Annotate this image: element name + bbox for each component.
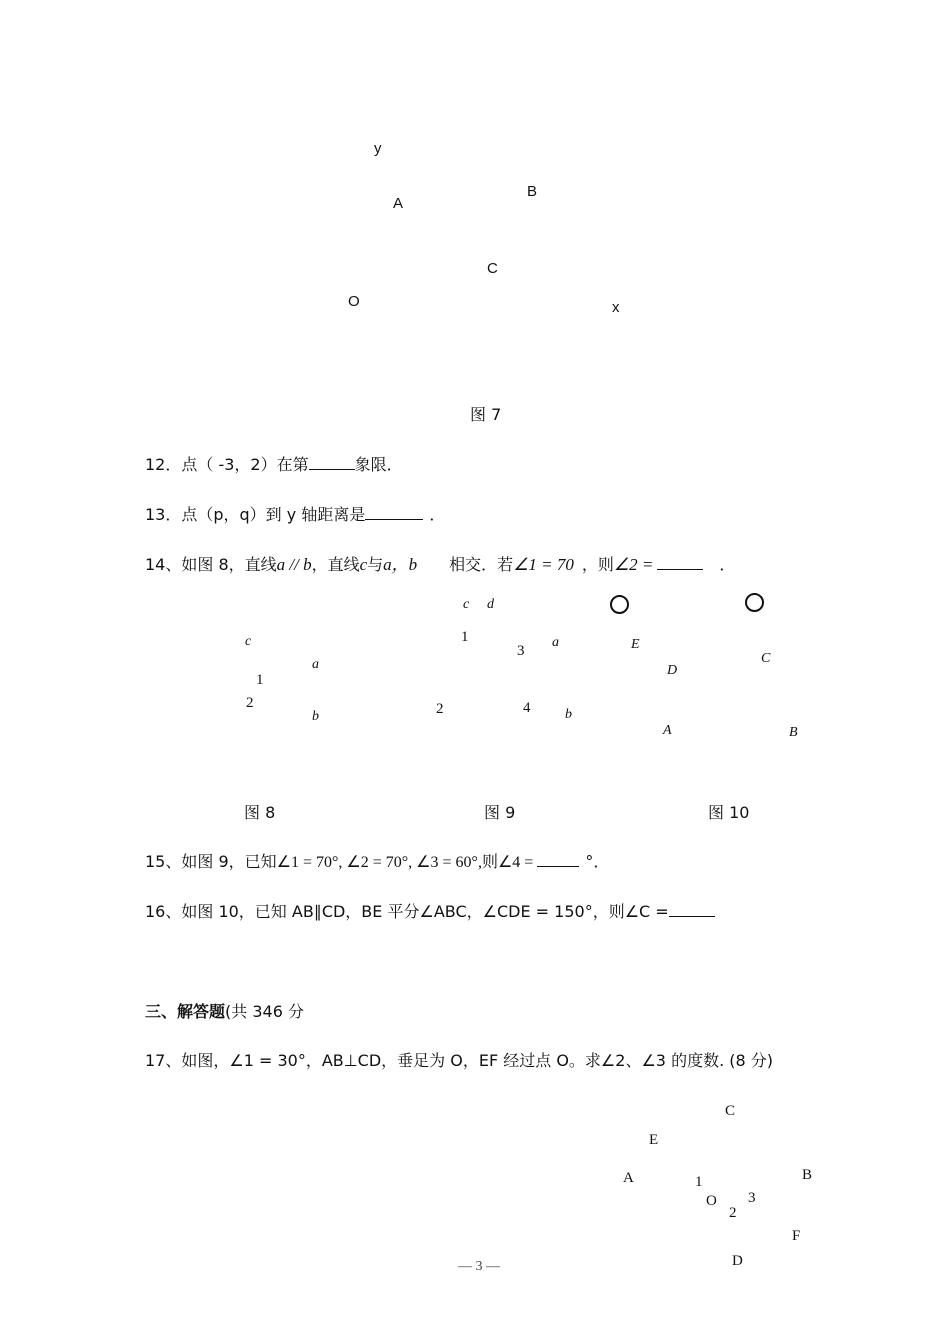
q14-math-angle1: ∠1 = 70	[513, 555, 574, 574]
fig17-label-1: 1	[695, 1174, 703, 1190]
q14-text-6: ．	[719, 555, 736, 574]
fig10-label-e: E	[631, 637, 640, 652]
section-3-heading	[145, 999, 304, 1022]
q15-answer-blank	[537, 852, 579, 867]
fig7-label-x: x	[612, 299, 620, 316]
q15-text-1: 15、如图 9，已知	[145, 852, 277, 871]
q14-text-4: 相交．若	[449, 555, 514, 574]
fig17-label-f: F	[792, 1228, 801, 1244]
fig10-label-d: D	[667, 663, 678, 678]
section-3-title: 三、解答题	[145, 1002, 226, 1021]
fig10-label-c: C	[761, 651, 771, 666]
q13-text: 13．点（p，q）到 y 轴距离是	[145, 505, 366, 524]
fig8-label-1: 1	[256, 672, 264, 688]
fig8-label-b: b	[312, 709, 319, 724]
q15-suffix: °．	[585, 852, 610, 871]
fig9-label-b: b	[565, 707, 572, 722]
fig17-label-a: A	[623, 1170, 634, 1186]
fig8-label-c: c	[245, 634, 252, 649]
fig7-label-b: B	[527, 183, 538, 200]
page-number: — 3 —	[458, 1259, 500, 1274]
fig9-label-4: 4	[523, 700, 531, 716]
circle-mark-right	[745, 593, 764, 612]
fig7-label-y: y	[374, 140, 382, 157]
fig17-label-2: 2	[729, 1205, 737, 1221]
fig17-label-3: 3	[748, 1190, 756, 1206]
q15-math-angle4: ∠4 =	[497, 854, 534, 871]
fig8-label-2: 2	[246, 695, 254, 711]
fig8-caption: 图 8	[244, 803, 276, 822]
fig17-label-c: C	[725, 1103, 736, 1119]
fig9-label-a: a	[552, 635, 559, 650]
q13-suffix: ．	[429, 505, 446, 524]
q14-text-5: ，则	[581, 555, 614, 574]
fig7-label-c: C	[487, 260, 498, 277]
fig7-caption: 图 7	[470, 405, 502, 424]
q16-text: 16、如图 10，已知 AB∥CD，BE 平分∠ABC，∠CDE = 150°，则∠C =	[145, 902, 669, 921]
q14-math-c: c	[359, 555, 368, 574]
fig10-label-a: A	[663, 723, 672, 738]
fig9-label-3: 3	[517, 643, 525, 659]
q14-math-ab: a，b	[383, 555, 418, 574]
q14-text-1: 14、如图 8，直线	[145, 555, 277, 574]
q15-text-2: 则	[481, 852, 498, 871]
q14-text-2: ，直线	[311, 555, 360, 574]
q15-math-given: ∠1 = 70°, ∠2 = 70°, ∠3 = 60°,	[276, 854, 482, 871]
q13-answer-blank	[365, 505, 423, 520]
fig7-label-a: A	[393, 195, 404, 212]
q14-math-angle2: ∠2 =	[613, 555, 654, 574]
section-3-points: (共 346 分	[225, 1002, 304, 1021]
question-13	[145, 502, 445, 525]
q14-math-parallel: a // b	[276, 555, 312, 574]
fig9-label-1: 1	[461, 629, 469, 645]
fig9-label-2: 2	[436, 701, 444, 717]
fig9-label-c: c	[463, 597, 470, 612]
q14-answer-blank	[657, 555, 703, 570]
fig10-label-b: B	[789, 725, 798, 740]
q16-answer-blank	[669, 902, 715, 917]
fig9-label-d: d	[487, 597, 494, 612]
q12-text: 12．点（ -3，2）在第	[145, 455, 309, 474]
question-15	[145, 849, 609, 872]
q12-answer-blank	[309, 455, 355, 470]
fig17-label-d: D	[732, 1253, 743, 1269]
q12-suffix: 象限．	[354, 455, 403, 474]
question-12	[145, 452, 403, 475]
fig7-label-o: O	[348, 293, 360, 310]
fig17-label-e: E	[649, 1132, 659, 1148]
q14-text-3: 与	[367, 555, 384, 574]
question-17	[145, 1048, 773, 1071]
question-14	[145, 550, 735, 575]
fig17-label-b: B	[802, 1167, 813, 1183]
circle-mark-left	[610, 595, 629, 614]
q17-text: 17、如图，∠1 = 30°，AB⊥CD，垂足为 O，EF 经过点 O。求∠2、∠3 的度数. (8 分)	[145, 1051, 773, 1070]
fig8-label-a: a	[312, 657, 319, 672]
fig17-label-o: O	[706, 1193, 717, 1209]
fig10-caption: 图 10	[708, 803, 750, 822]
question-16	[145, 899, 715, 922]
fig9-caption: 图 9	[484, 803, 516, 822]
